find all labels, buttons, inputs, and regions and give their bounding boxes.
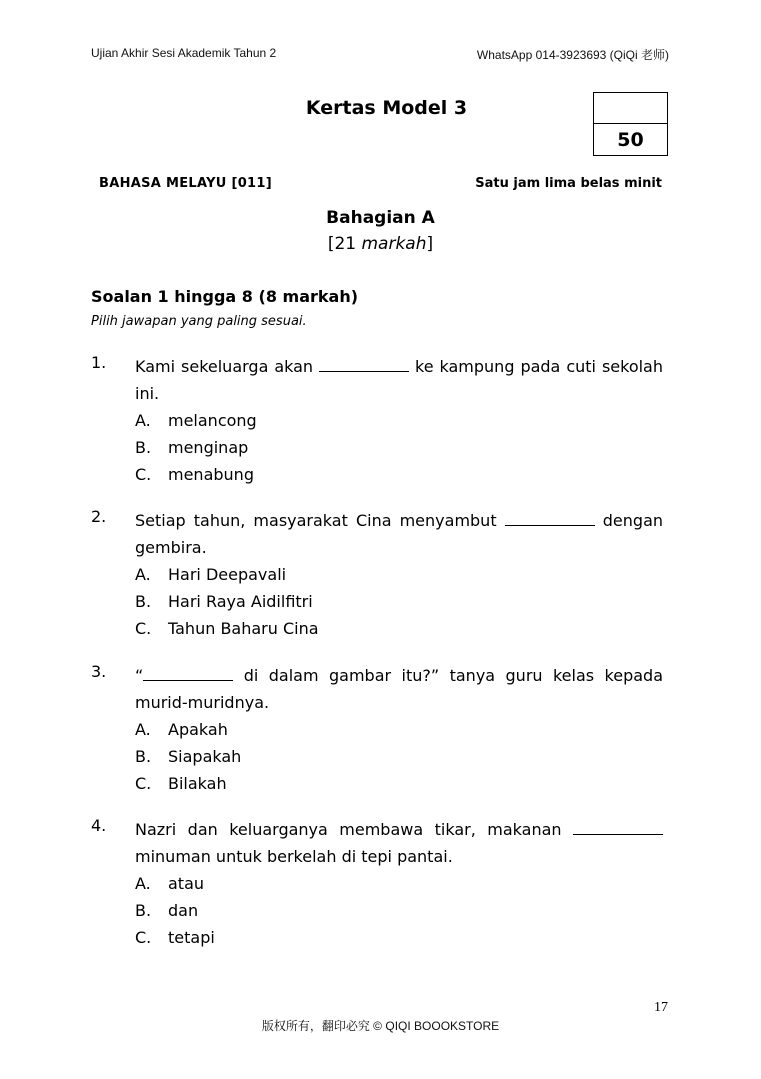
question-number: 3. [91, 662, 107, 681]
option-letter: A. [135, 411, 151, 430]
option-text: Hari Raya Aidilfitri [168, 592, 313, 611]
question-number: 4. [91, 816, 107, 835]
option-text: Tahun Baharu Cina [168, 619, 319, 638]
option-text: Siapakah [168, 747, 242, 766]
question-text [135, 662, 663, 716]
question-text-before: Nazri dan keluarganya membawa tikar, makanan [135, 820, 573, 839]
option-c[interactable] [135, 461, 663, 488]
option-a[interactable] [135, 870, 663, 897]
option-text: menabung [168, 465, 254, 484]
option-c[interactable] [135, 615, 663, 642]
marks-close: ] [426, 234, 434, 254]
options-list [135, 870, 663, 951]
option-a[interactable] [135, 716, 663, 743]
question-text-before: Setiap tahun, masyarakat Cina menyambut [135, 511, 505, 530]
option-letter: A. [135, 874, 151, 893]
option-letter: B. [135, 747, 152, 766]
marks-open: [21 [327, 234, 362, 254]
question-text [135, 353, 663, 407]
question-text [135, 816, 663, 870]
section-title: Bahagian A [326, 208, 435, 228]
option-text: Apakah [168, 720, 228, 739]
questions-heading: Soalan 1 hingga 8 (8 markah) [91, 287, 359, 306]
option-c[interactable] [135, 924, 663, 951]
option-text: tetapi [168, 928, 215, 947]
question-1 [91, 353, 663, 488]
running-header-left: Ujian Akhir Sesi Akademik Tahun 2 [91, 46, 277, 60]
option-letter: C. [135, 928, 152, 947]
option-letter: C. [135, 619, 152, 638]
question-text-after: ke kampung pada cuti sekolah ini. [135, 357, 664, 403]
question-text-after: minuman untuk berkelah di tepi pantai. [135, 847, 453, 866]
question-text-after: di dalam gambar itu?” tanya guru kelas kepada murid-muridnya. [135, 666, 663, 712]
answer-blank [573, 820, 663, 835]
copyright-footer: 版权所有，翻印必究 © QIQI BOOOKSTORE [261, 1019, 500, 1033]
option-b[interactable] [135, 743, 663, 770]
option-letter: B. [135, 592, 152, 611]
section-marks [0, 234, 761, 254]
option-letter: A. [135, 565, 151, 584]
exam-duration: Satu jam lima belas minit [475, 176, 662, 191]
option-text: atau [168, 874, 205, 893]
question-text [135, 507, 663, 561]
question-2 [91, 507, 663, 642]
page-number: 17 [654, 1000, 668, 1015]
option-letter: B. [135, 901, 152, 920]
option-c[interactable] [135, 770, 663, 797]
option-letter: B. [135, 438, 152, 457]
question-4 [91, 816, 663, 951]
option-text: melancong [168, 411, 257, 430]
score-box [593, 92, 668, 156]
question-number: 2. [91, 507, 107, 526]
options-list [135, 407, 663, 488]
option-a[interactable] [135, 407, 663, 434]
subject-code: BAHASA MELAYU [011] [99, 176, 272, 191]
option-letter: A. [135, 720, 151, 739]
option-text: Hari Deepavali [168, 565, 287, 584]
options-list [135, 716, 663, 797]
score-box-empty-cell [594, 93, 667, 124]
answer-blank [143, 666, 233, 681]
paper-title: Kertas Model 3 [305, 97, 468, 119]
option-text: menginap [168, 438, 249, 457]
question-3 [91, 662, 663, 797]
question-text-after: dengan gembira. [135, 511, 664, 557]
option-letter: C. [135, 465, 152, 484]
option-b[interactable] [135, 434, 663, 461]
questions-instruction: Pilih jawapan yang paling sesuai. [91, 314, 307, 329]
option-text: dan [168, 901, 199, 920]
answer-blank [505, 511, 595, 526]
marks-word: markah [361, 234, 427, 254]
option-a[interactable] [135, 561, 663, 588]
question-text-before: Kami sekeluarga akan [135, 357, 320, 376]
running-header-right: WhatsApp 014-3923693 (QiQi 老师) [476, 48, 669, 62]
question-number: 1. [91, 353, 107, 372]
total-score: 50 [617, 129, 644, 151]
question-text-before: “ [135, 666, 144, 685]
option-b[interactable] [135, 897, 663, 924]
option-letter: C. [135, 774, 152, 793]
option-text: Bilakah [168, 774, 227, 793]
option-b[interactable] [135, 588, 663, 615]
options-list [135, 561, 663, 642]
answer-blank [319, 357, 409, 372]
